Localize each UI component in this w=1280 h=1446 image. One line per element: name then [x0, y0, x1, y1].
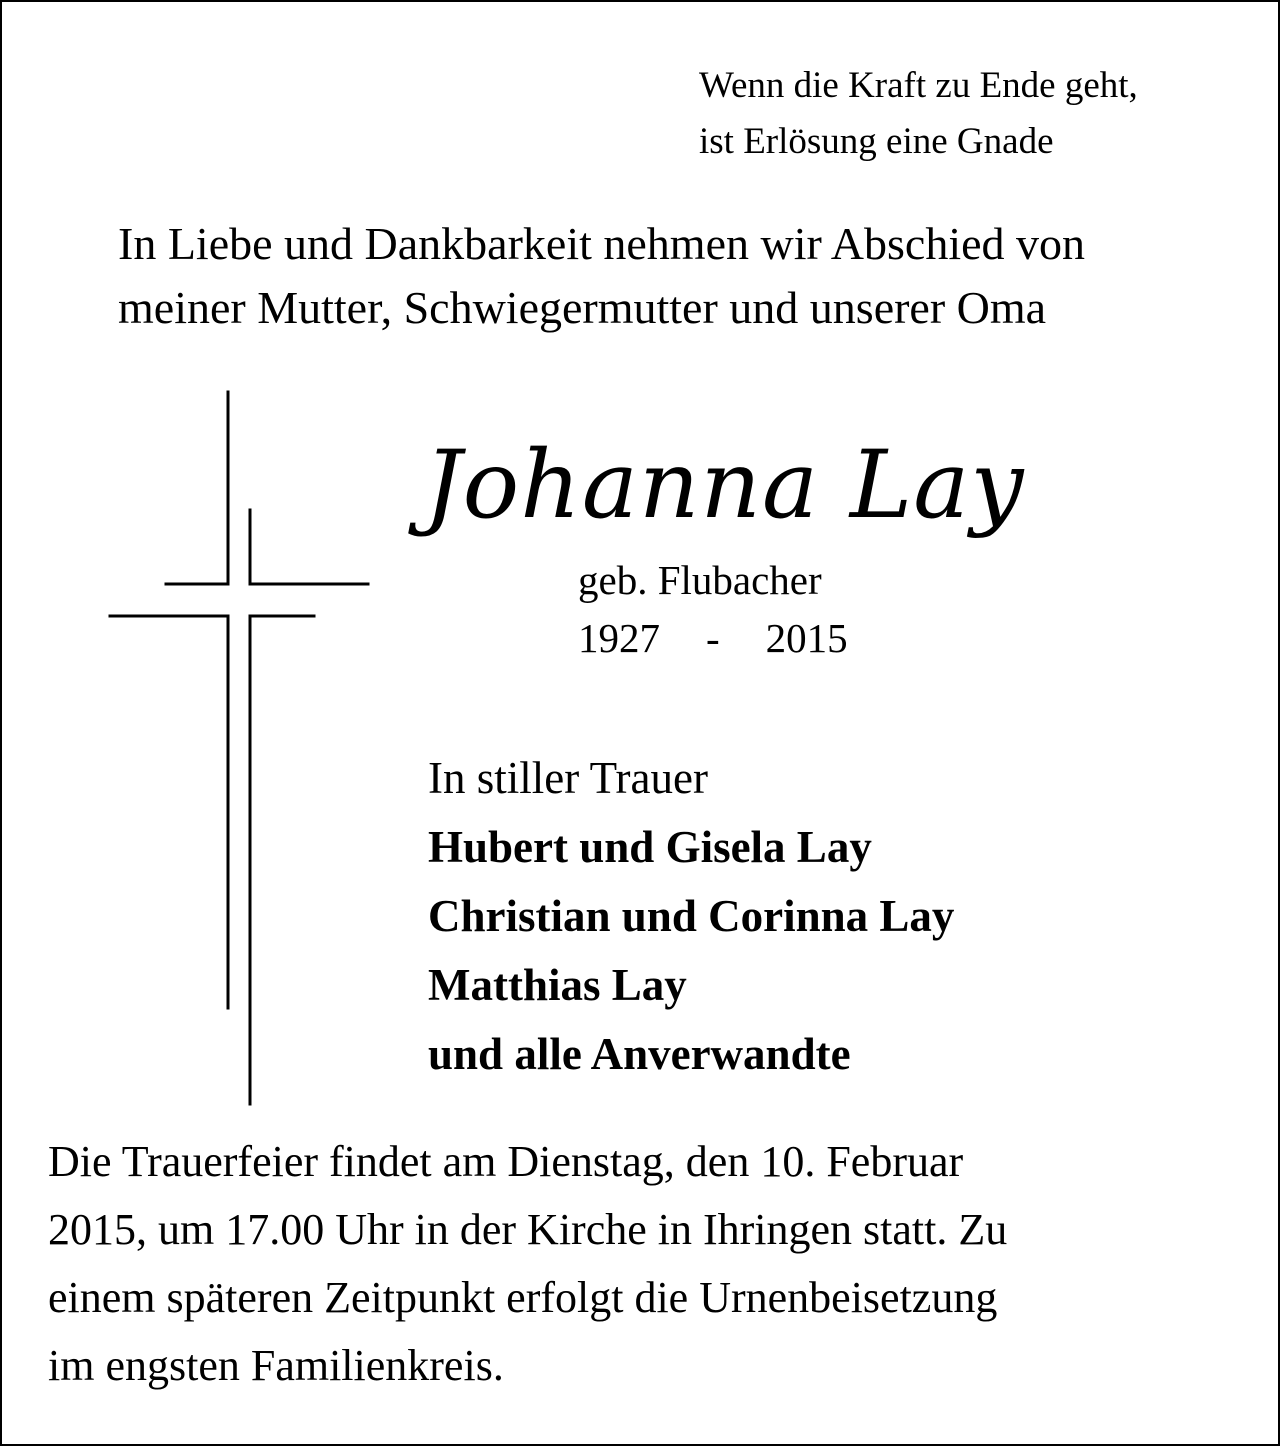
mourner-name: Hubert und Gisela Lay [428, 822, 872, 872]
farewell-intro [118, 212, 1085, 340]
year-separator: - [706, 615, 720, 661]
mourner-name: Matthias Lay [428, 960, 687, 1010]
birth-year: 1927 [578, 615, 660, 661]
cross-icon [106, 388, 372, 1108]
maiden-name: geb. Flubacher [578, 557, 822, 603]
intro-line-1: In Liebe und Dankbarkeit nehmen wir Abschied von [118, 218, 1086, 269]
service-line-1: Die Trauerfeier findet am Dienstag, den 10. Februar [48, 1137, 964, 1186]
mourner-name: und alle Anverwandte [428, 1029, 851, 1079]
motto-line-1: Wenn die Kraft zu Ende geht, [699, 65, 1138, 106]
service-line-4: im engsten Familienkreis. [48, 1341, 504, 1390]
motto-line-2: ist Erlösung eine Gnade [699, 121, 1054, 162]
service-line-3: einem späteren Zeitpunkt erfolgt die Urnenbeisetzung [48, 1273, 998, 1322]
motto-quote [699, 58, 1138, 170]
service-details [48, 1128, 1248, 1400]
service-line-2: 2015, um 17.00 Uhr in der Kirche in Ihringen statt. Zu [48, 1205, 1008, 1254]
death-year: 2015 [765, 615, 848, 661]
mourner-name: Christian und Corinna Lay [428, 891, 955, 941]
life-years [578, 612, 848, 664]
deceased-name: Johanna Lay [424, 431, 1025, 540]
mourners-block [428, 744, 954, 1089]
mourning-heading: In stiller Trauer [428, 753, 708, 803]
intro-line-2: meiner Mutter, Schwiegermutter und unserer Oma [118, 282, 1047, 333]
